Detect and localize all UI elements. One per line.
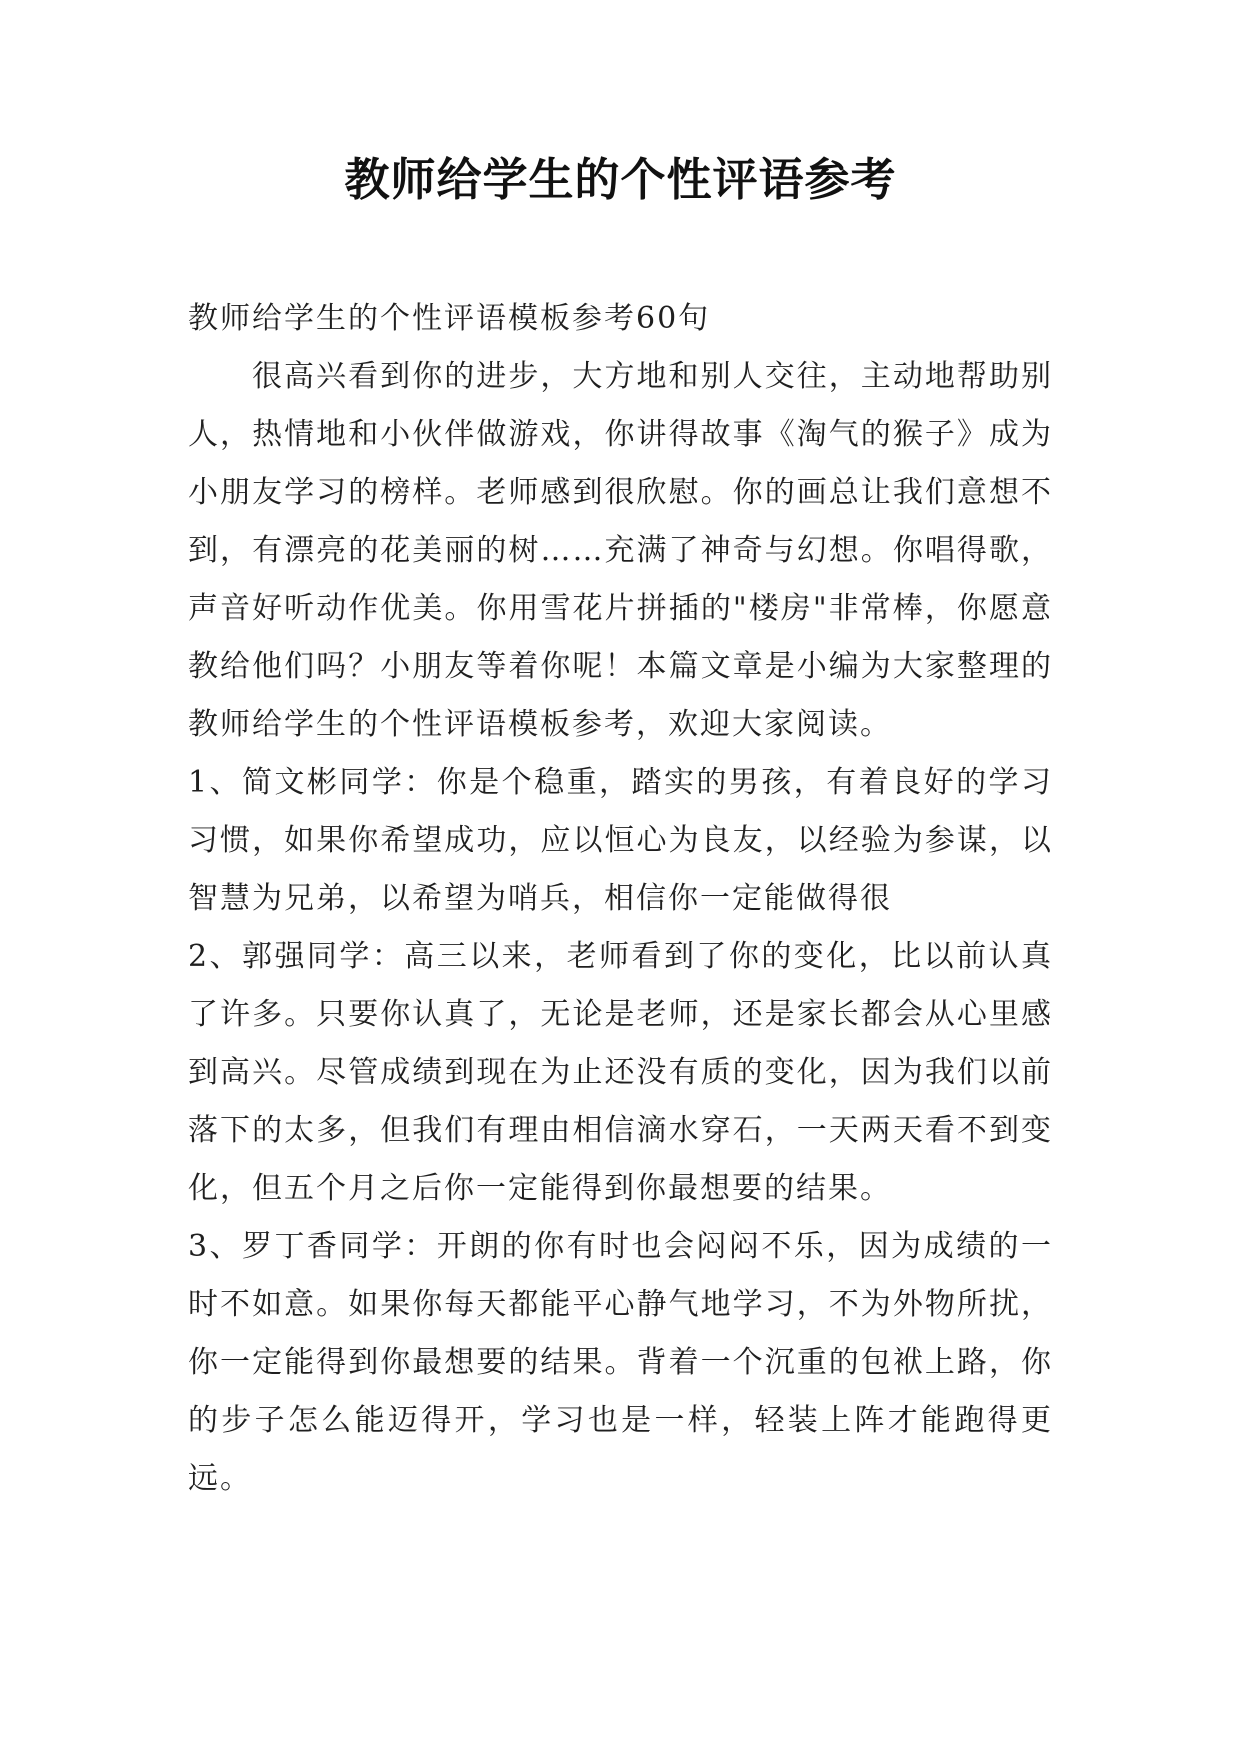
intro-paragraph: 很高兴看到你的进步，大方地和别人交往，主动地帮助别人，热情地和小伙伴做游戏，你讲得故事《淘气的猴子》成为小朋友学习的榜样。老师感到很欣慰。你的画总让我们意想不到，有漂亮的花美丽的树……充满了神奇与幻想。你唱得歌，声音好听动作优美。你用雪花片拼插的"楼房"非常棒，你愿意教给他们吗？小朋友等着你呢！本篇文章是小编为大家整理的教师给学生的个性评语模板参考，欢迎大家阅读。 (188, 359, 1053, 742)
document-body (188, 290, 1053, 1508)
document-subtitle: 教师给学生的个性评语模板参考60句 (188, 301, 711, 336)
comment-item-3: 3、罗丁香同学：开朗的你有时也会闷闷不乐，因为成绩的一时不如意。如果你每天都能平心静气地学习，不为外物所扰，你一定能得到你最想要的结果。背着一个沉重的包袱上路，你的步子怎么能迈得开，学习也是一样，轻装上阵才能跑得更远。 (188, 1229, 1053, 1496)
document-title: 教师给学生的个性评语参考 (344, 153, 897, 206)
comment-item-1: 1、简文彬同学：你是个稳重，踏实的男孩，有着良好的学习习惯，如果你希望成功，应以恒心为良友，以经验为参谋，以智慧为兄弟，以希望为哨兵，相信你一定能做得很 (188, 765, 1053, 916)
comment-item-2: 2、郭强同学：高三以来，老师看到了你的变化，比以前认真了许多。只要你认真了，无论是老师，还是家长都会从心里感到高兴。尽管成绩到现在为止还没有质的变化，因为我们以前落下的太多，但我们有理由相信滴水穿石，一天两天看不到变化，但五个月之后你一定能得到你最想要的结果。 (188, 939, 1053, 1206)
